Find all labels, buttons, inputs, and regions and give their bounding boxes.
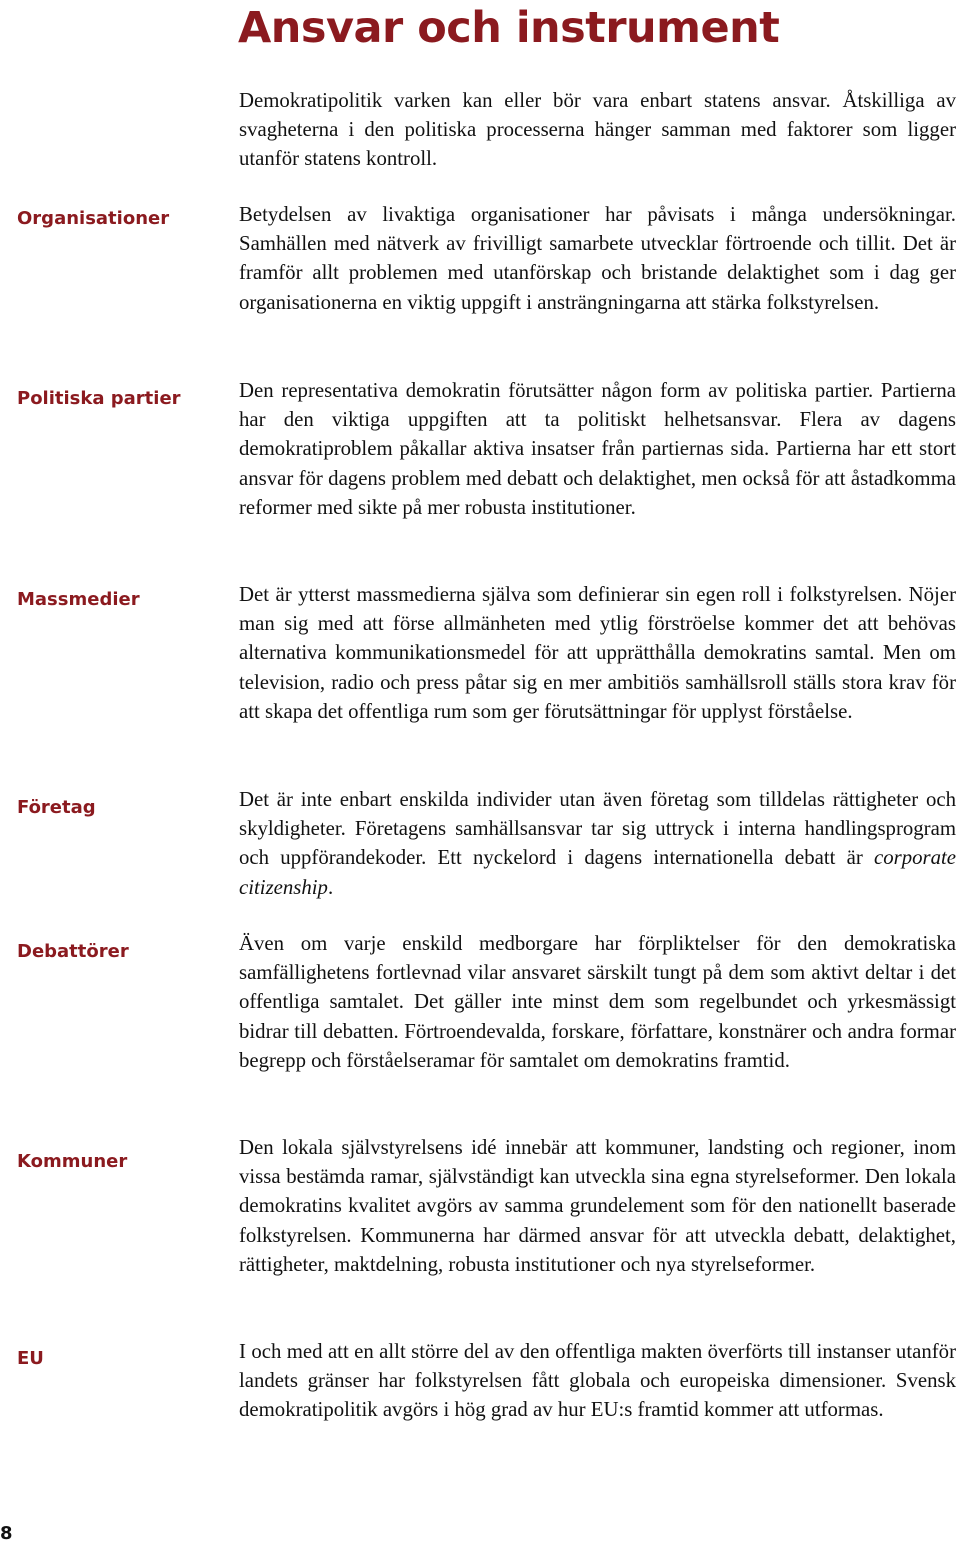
paragraph-eu: I och med att en allt större del av den offentliga makten överförts till instanser utanför landets gränser har folkstyrelsen fått globala och europeiska dimensioner. Svensk demokratipolitik avgörs i hög grad av hur EU:s framtid kommer att utformas. bbox=[239, 1340, 956, 1422]
paragraph-foretag-end: . bbox=[327, 875, 334, 899]
sidebar-label-eu: EU bbox=[17, 1348, 44, 1369]
paragraph-foretag-italic-term: corporate citizenship bbox=[239, 846, 956, 899]
paragraph-debattorer: Även om varje enskild medborgare har förpliktelser för den demokratiska samfällighetens fortlevnad vilar ansvaret särskilt tungt på dem som aktivt deltar i det offentliga samtalet. Det gäller inte minst dem som regelbundet och yrkesmässigt bidrar till debatten. Förtroendevalda, forskare, författare, konstnärer och andra formar begrepp och förståelseramar för samtalet om demokratins framtid. bbox=[239, 932, 956, 1072]
paragraph-intro: Demokratipolitik varken kan eller bör vara enbart statens ansvar. Åtskilliga av svagheterna i den politiska processerna hänger samman med faktorer som ligger utanför statens kontroll. bbox=[239, 89, 956, 171]
sidebar-label-massmedier: Massmedier bbox=[17, 589, 140, 610]
paragraph-foretag-text: Det är inte enbart enskilda individer utan även företag som tilldelas rättigheter och skyldigheter. Företagens samhällsansvar tar sig uttryck i interna handlingsprogram och uppförandekoder. Ett nyckelord i dagens internationella debatt är bbox=[239, 788, 956, 870]
sidebar-label-politiska-partier: Politiska partier bbox=[17, 388, 181, 409]
page-title: Ansvar och instrument bbox=[238, 3, 780, 53]
sidebar-label-foretag: Företag bbox=[17, 797, 96, 818]
sidebar-label-organisationer: Organisationer bbox=[17, 208, 170, 229]
paragraph-organisationer: Betydelsen av livaktiga organisationer har påvisats i många undersökningar. Samhällen med nätverk av frivilligt samarbete utvecklar förtroende och tillit. Det är framför allt problemen med utanförskap och bristande delaktighet som i dag ger organisationerna en viktig uppgift i ansträngningarna att stärka folkstyrelsen. bbox=[239, 203, 956, 314]
paragraph-foretag bbox=[239, 785, 956, 902]
sidebar-label-kommuner: Kommuner bbox=[17, 1151, 128, 1172]
page-number: 8 bbox=[0, 1523, 13, 1544]
paragraph-massmedier: Det är ytterst massmedierna själva som definierar sin egen roll i folkstyrelsen. Nöjer man sig med att förse allmänheten med ytlig förströelse kommer det att behövas alternativa kommunikationsmedel för att upprätthålla demokratins samtal. Men om television, radio och press påtar sig en mer ambitiös samhällsroll ställs stora krav för att skapa det offentliga rum som ger förutsättningar för upplyst förståelse. bbox=[239, 583, 956, 723]
paragraph-kommuner: Den lokala självstyrelsens idé innebär att kommuner, landsting och regioner, inom vissa bestämda ramar, självständigt kan utveckla sina egna styrelseformer. Den lokala demokratins kvalitet avgörs av samma grundelement som för den nationellt baserade folkstyrelsen. Kommunerna har därmed ansvar för att utveckla debatt, delaktighet, rättigheter, maktdelning, robusta institutioner och nya styrelseformer. bbox=[239, 1136, 956, 1276]
paragraph-politiska-partier: Den representativa demokratin förutsätter någon form av politiska partier. Partierna har den viktiga uppgiften att ta politiskt helhetsansvar. Flera av dagens demokratiproblem påkallar aktiva insatser från partiernas sida. Partierna har ett stort ansvar för dagens problem med debatt och delaktighet, men också för att åstadkomma reformer med sikte på mer robusta institutioner. bbox=[239, 379, 956, 519]
sidebar-label-debattorer: Debattörer bbox=[17, 941, 129, 962]
